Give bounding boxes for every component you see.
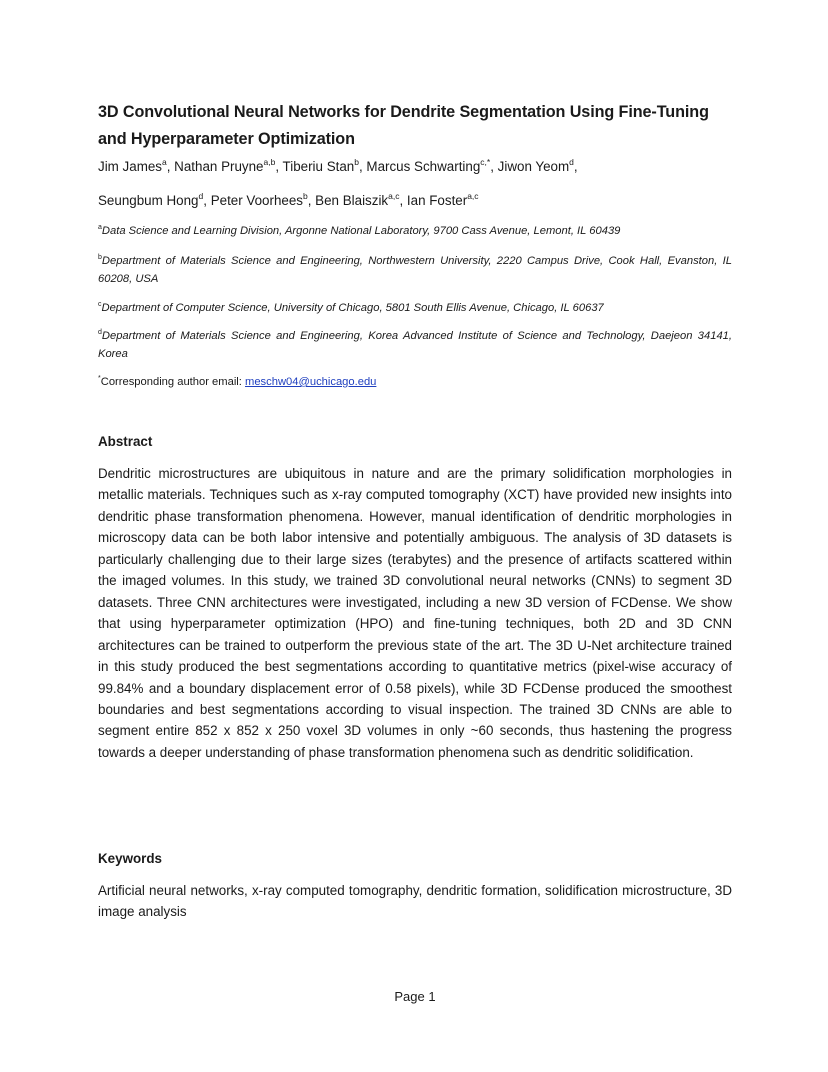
- author-sup: a,c: [467, 191, 479, 201]
- author-name: , Nathan Pruyne: [166, 159, 264, 174]
- author-name: , Jiwon Yeom: [490, 159, 570, 174]
- affiliation-text: Data Science and Learning Division, Argonne National Laboratory, 9700 Cass Avenue, Lemont, IL 60439: [101, 225, 621, 237]
- author-name: , Ben Blaiszik: [307, 193, 389, 208]
- affiliation-text: Department of Materials Science and Engineering, Korea Advanced Institute of Science and Technology, Daejeon 34141, Korea: [98, 330, 732, 360]
- author-sup: c,*: [480, 157, 491, 167]
- keywords-heading: Keywords: [98, 851, 162, 866]
- author-name: , Marcus Schwarting: [358, 159, 481, 174]
- author-name: , Peter Voorhees: [203, 193, 303, 208]
- author-sup: a,b: [263, 157, 276, 167]
- affiliation-text: Department of Computer Science, University of Chicago, 5801 South Ellis Avenue, Chicago, IL 60637: [101, 302, 604, 314]
- corresponding-email-link[interactable]: meschw04@uchicago.edu: [245, 376, 377, 388]
- affiliation-b: [98, 253, 732, 288]
- abstract-heading: Abstract: [98, 434, 153, 449]
- author-line-1: [98, 157, 738, 177]
- author-sup: b: [354, 157, 359, 167]
- author-name: Seungbum Hong: [98, 193, 199, 208]
- affiliation-marker: c: [98, 301, 102, 308]
- author-sup: b: [303, 191, 308, 201]
- corresponding-label: Corresponding author email:: [100, 376, 246, 388]
- author-sup: d: [569, 157, 574, 167]
- corresponding-marker: *: [98, 375, 101, 382]
- affiliation-marker: a: [98, 224, 102, 231]
- author-sup: d: [198, 191, 204, 201]
- affiliation-text: Department of Materials Science and Engineering, Northwestern University, 2220 Campus Drive, Cook Hall, Evanston, IL 60208, USA: [98, 255, 732, 285]
- author-sup: a: [162, 157, 167, 167]
- page-number: Page 1: [394, 989, 436, 1004]
- affiliation-marker: d: [98, 329, 102, 336]
- abstract-text: Dendritic microstructures are ubiquitous in nature and are the primary solidification morphologies in metallic materials. Techniques such as x-ray computed tomography (XCT) have provided new insights into dendritic phase transformation phenomena. However, manual identification of dendritic morphologies in microscopy data can be both labor intensive and potentially ambiguous. The analysis of 3D datasets is particularly challenging due to their large sizes (terabytes) and the presence of artifacts scattered within the imaged volumes. In this study, we trained 3D convolutional neural networks (CNNs) to segment 3D datasets. Three CNN architectures were investigated, including a new 3D version of FCDense. We show that using hyperparameter optimization (HPO) and fine-tuning techniques, both 2D and 3D CNN architectures can be trained to outperform the previous state of the art. The 3D U-Net architecture trained in this study produced the best segmentations according to quantitative metrics (pixel-wise accuracy of 99.84% and a boundary displacement error of 0.58 pixels), while 3D FCDense produced the smoothest boundaries and best segmentations according to visual inspection. The trained 3D CNNs are able to segment entire 852 x 852 x 250 voxel 3D volumes in only ~60 seconds, thus hastening the progress towards a deeper understanding of phase transformation phenomena such as dendritic solidification.: [98, 466, 732, 760]
- author-line-2: [98, 191, 738, 211]
- author-sup: a,c: [388, 191, 400, 201]
- affiliation-a: [98, 223, 732, 241]
- keywords-text: Artificial neural networks, x-ray computed tomography, dendritic formation, solidification microstructure, 3D image analysis: [98, 883, 732, 920]
- affiliation-c: [98, 300, 732, 318]
- affiliation-marker: b: [98, 254, 102, 261]
- author-separator: ,: [573, 159, 578, 174]
- corresponding-author: [98, 374, 376, 391]
- paper-title: 3D Convolutional Neural Networks for Dendrite Segmentation Using Fine-Tuning and Hyperparameter Optimization: [98, 103, 709, 148]
- author-name: , Tiberiu Stan: [275, 159, 355, 174]
- affiliation-d: [98, 328, 732, 363]
- author-name: , Ian Foster: [399, 193, 468, 208]
- author-name: Jim James: [98, 159, 162, 174]
